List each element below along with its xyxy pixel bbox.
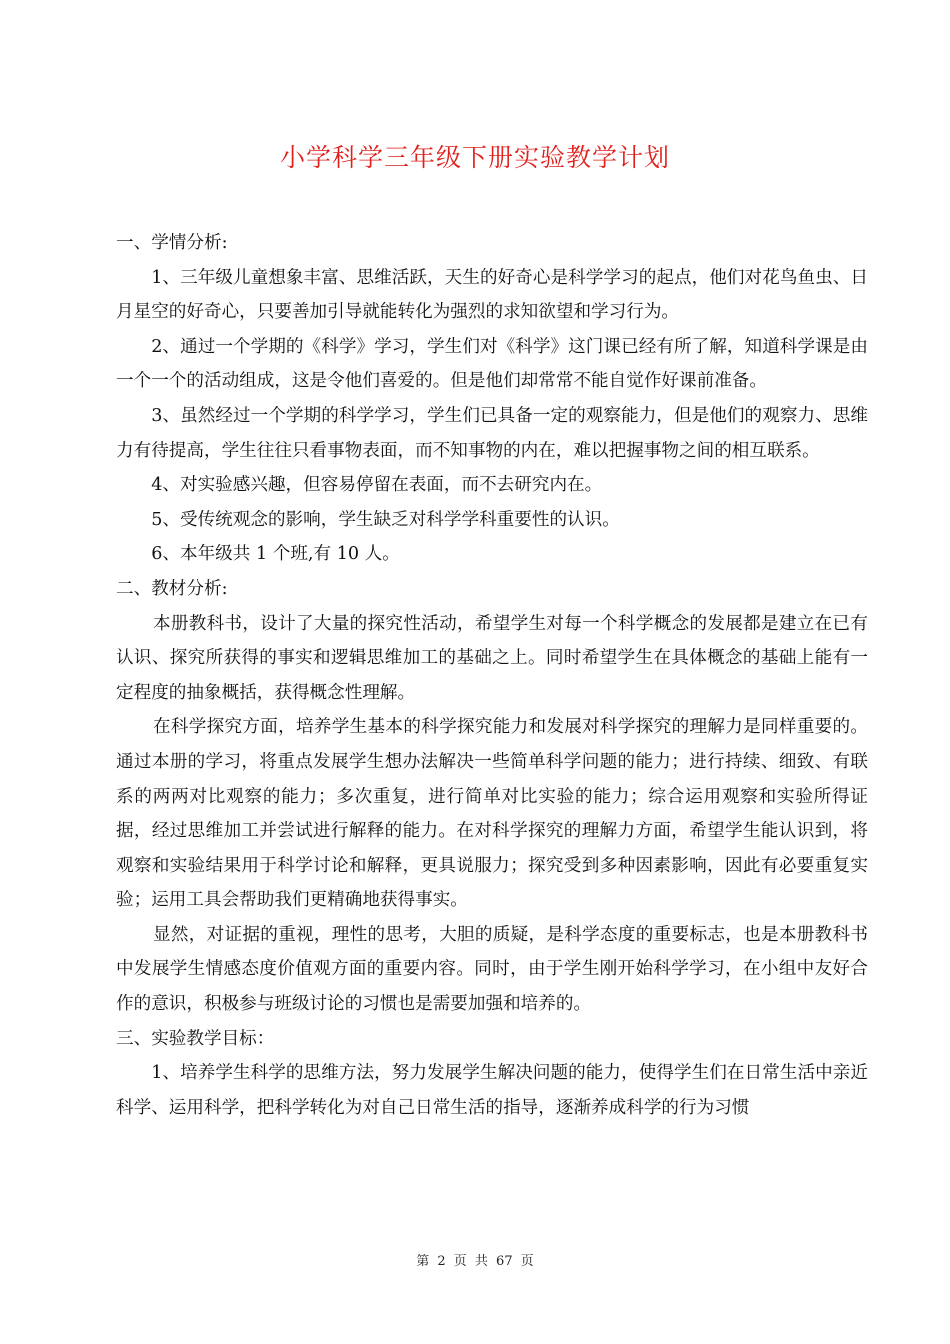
page-footer: 第 2 页 共 67 页 xyxy=(416,1254,534,1269)
paragraph: 6、本年级共 1 个班,有 10 人。 xyxy=(151,544,400,565)
paragraph: 在科学探究方面，培养学生基本的科学探究能力和发展对科学探究的理解力是同样重要的。通过本册的学习，将重点发展学生想办法解决一些简单科学问题的能力；进行持续、细致、有联系的两两对比观察的能力；多次重复，进行简单对比实验的能力；综合运用观察和实验所得证据，经过思维加工并尝试进行解释的能力。在对科学探究的理解力方面，希望学生能认识到，将观察和实验结果用于科学讨论和解释，更具说服力；探究受到多种因素影响，因此有必要重复实验；运用工具会帮助我们更精确地获得事实。 xyxy=(116,717,868,911)
document-body xyxy=(116,226,868,1125)
section-heading: 三、实验教学目标： xyxy=(116,1028,275,1049)
paragraph: 3、虽然经过一个学期的科学学习，学生们已具备一定的观察能力，但是他们的观察力、思维力有待提高，学生往往只看事物表面，而不知事物的内在，难以把握事物之间的相互联系。 xyxy=(116,405,868,461)
paragraph: 5、受传统观念的影响，学生缺乏对科学学科重要性的认识。 xyxy=(151,509,620,530)
paragraph: 显然，对证据的重视，理性的思考，大胆的质疑，是科学态度的重要标志，也是本册教科书中发展学生情感态度价值观方面的重要内容。同时，由于学生刚开始科学学习，在小组中友好合作的意识，积极参与班级讨论的习惯也是需要加强和培养的。 xyxy=(116,924,868,1015)
paragraph: 4、对实验感兴趣，但容易停留在表面，而不去研究内在。 xyxy=(151,475,603,496)
section-heading: 一、学情分析: xyxy=(116,233,228,253)
paragraph: 2、通过一个学期的《科学》学习，学生们对《科学》这门课已经有所了解，知道科学课是由一个一个的活动组成，这是令他们喜爱的。但是他们却常常不能自觉作好课前准备。 xyxy=(116,336,868,392)
paragraph: 本册教科书，设计了大量的探究性活动，希望学生对每一个科学概念的发展都是建立在已有认识、探究所获得的事实和逻辑思维加工的基础之上。同时希望学生在具体概念的基础上能有一定程度的抽象概括，获得概念性理解。 xyxy=(116,613,868,703)
paragraph: 1、培养学生科学的思维方法，努力发展学生解决问题的能力，使得学生们在日常生活中亲近科学、运用科学，把科学转化为对自己日常生活的指导，逐渐养成科学的行为习惯 xyxy=(116,1063,868,1118)
paragraph: 1、三年级儿童想象丰富、思维活跃，天生的好奇心是科学学习的起点，他们对花鸟鱼虫、日月星空的好奇心，只要善加引导就能转化为强烈的求知欲望和学习行为。 xyxy=(116,267,868,323)
document-title: 小学科学三年级下册实验教学计划 xyxy=(279,143,670,172)
section-heading: 二、教材分析: xyxy=(116,578,228,599)
